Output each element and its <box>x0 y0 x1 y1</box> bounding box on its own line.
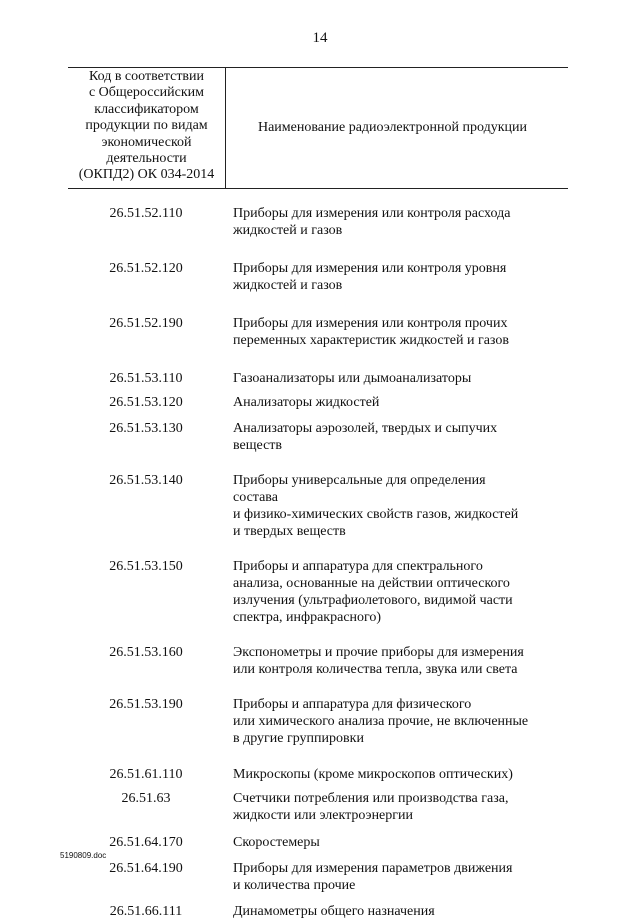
row-name-line: Приборы и аппаратура для физического <box>233 697 472 712</box>
table-row <box>68 860 568 894</box>
row-name <box>228 315 533 349</box>
table-row <box>68 420 568 454</box>
header-code-column <box>68 68 226 188</box>
table-row <box>68 834 568 851</box>
row-code: 26.51.53.160 <box>109 645 183 660</box>
row-name-line: жидкости или электроэнергии <box>233 808 413 823</box>
row-name <box>228 420 533 454</box>
header-name-column: Наименование радиоэлектронной продукции <box>257 120 528 135</box>
row-name <box>228 834 533 851</box>
header-code-line: классификатором <box>94 101 199 117</box>
table-row <box>68 394 568 411</box>
table-row <box>68 790 568 824</box>
row-code: 26.51.53.130 <box>109 421 183 436</box>
header-code-line: (ОКПД2) ОК 034-2014 <box>78 167 215 183</box>
table-row <box>68 644 568 678</box>
row-name-line: Газоанализаторы или дымоанализаторы <box>233 371 472 386</box>
row-name-line: переменных характеристик жидкостей и газов <box>233 333 509 348</box>
table-row <box>68 766 568 783</box>
table-body <box>68 205 568 920</box>
row-code: 26.51.53.190 <box>109 697 183 712</box>
row-code: 26.51.52.190 <box>109 316 183 331</box>
row-name-line: в другие группировки <box>233 731 364 746</box>
row-name-line: спектра, инфракрасного) <box>233 610 382 625</box>
row-code: 26.51.52.120 <box>109 261 183 276</box>
row-name-line: Приборы для измерения или контроля расхода <box>233 206 511 221</box>
row-name <box>228 394 533 411</box>
row-code: 26.51.52.110 <box>109 206 183 221</box>
row-code: 26.51.64.170 <box>109 835 183 850</box>
table-row <box>68 315 568 349</box>
header-code-line: продукции по видам <box>85 118 208 134</box>
row-name-line: жидкостей и газов <box>233 223 343 238</box>
row-name <box>228 558 533 626</box>
row-code: 26.51.64.190 <box>109 861 183 876</box>
row-name-line: излучения (ультрафиолетового, видимой части <box>233 593 513 608</box>
row-name-line: Приборы универсальные для определения состава <box>233 473 486 505</box>
row-name <box>228 260 533 294</box>
table-row <box>68 903 568 920</box>
row-name <box>228 766 533 783</box>
row-name <box>228 903 533 920</box>
row-code: 26.51.61.110 <box>109 767 183 782</box>
header-code-line: деятельности <box>106 151 187 167</box>
row-name-line: и твердых веществ <box>233 524 346 539</box>
row-name-line: Приборы для измерения или контроля прочих <box>233 316 508 331</box>
row-name-line: Приборы для измерения или контроля уровня <box>233 261 507 276</box>
row-name <box>228 644 533 678</box>
document-filename: 5190809.doc <box>60 851 107 860</box>
row-name <box>228 472 533 540</box>
row-name-line: Анализаторы аэрозолей, твердых и сыпучих <box>233 421 498 436</box>
table-row <box>68 558 568 626</box>
row-name-line: или химического анализа прочие, не включенные <box>233 714 529 729</box>
table-row <box>68 260 568 294</box>
header-code-line: экономической <box>101 134 192 150</box>
row-code: 26.51.66.111 <box>109 904 183 919</box>
row-name-line: Приборы для измерения параметров движения <box>233 861 513 876</box>
row-name-line: Скоростемеры <box>233 835 320 850</box>
row-name-line: анализа, основанные на действии оптического <box>233 576 510 591</box>
row-name-line: Динамометры общего назначения <box>233 904 435 919</box>
row-code: 26.51.53.120 <box>109 395 183 410</box>
row-name-line: веществ <box>233 438 283 453</box>
row-name <box>228 860 533 894</box>
row-name-line: Микроскопы (кроме микроскопов оптических) <box>233 767 513 782</box>
table-row <box>68 370 568 387</box>
header-code-line: Код в соответствии <box>88 69 205 84</box>
row-name-line: Счетчики потребления или производства газа, <box>233 791 509 806</box>
row-name-line: Приборы и аппаратура для спектрального <box>233 559 483 574</box>
row-name <box>228 370 533 387</box>
row-name-line: Экспонометры и прочие приборы для измерения <box>233 645 524 660</box>
page-number: 14 <box>312 30 328 46</box>
row-name-line: и количества прочие <box>233 878 356 893</box>
row-name <box>228 696 533 747</box>
row-code: 26.51.53.150 <box>109 559 183 574</box>
table-header <box>68 67 568 189</box>
row-name-line: Анализаторы жидкостей <box>233 395 380 410</box>
row-name <box>228 790 533 824</box>
table-row <box>68 696 568 747</box>
row-name-line: жидкостей и газов <box>233 278 343 293</box>
row-code: 26.51.53.110 <box>109 371 183 386</box>
row-name-line: или контроля количества тепла, звука или света <box>233 662 518 677</box>
row-code: 26.51.63 <box>121 791 171 806</box>
row-name-line: и физико-химических свойств газов, жидкостей <box>233 507 519 522</box>
table-row <box>68 472 568 540</box>
row-code: 26.51.53.140 <box>109 473 183 488</box>
row-name <box>228 205 533 239</box>
header-code-line: с Общероссийским <box>88 85 205 101</box>
table-row <box>68 205 568 239</box>
